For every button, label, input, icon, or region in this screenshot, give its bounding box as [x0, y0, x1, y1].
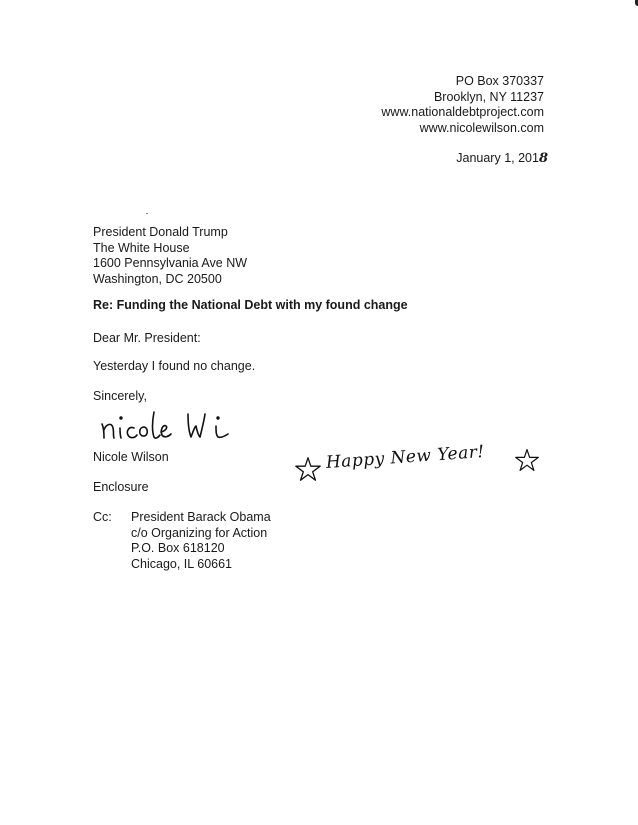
star-icon: [294, 455, 322, 483]
sender-website-link: www.nicolewilson.com: [419, 120, 544, 135]
recipient-line: President Donald Trump: [93, 225, 228, 239]
cc-line: President Barack Obama: [131, 510, 271, 524]
cc-line: Chicago, IL 60661: [131, 556, 233, 571]
handwritten-signature: [98, 404, 258, 446]
date-handwritten-digit: 8: [538, 151, 548, 166]
scan-speck: [146, 213, 148, 214]
cc-address: [131, 510, 271, 572]
subject-line: Re: Funding the National Debt with my found change: [93, 298, 408, 312]
handwritten-note-text: Happy New Year!: [325, 441, 486, 473]
handwritten-note: [292, 441, 544, 497]
sender-address: [381, 74, 544, 136]
letter-date: [456, 151, 548, 166]
star-icon: [514, 447, 540, 473]
closing: Sincerely,: [93, 389, 147, 403]
enclosure-note: Enclosure: [93, 480, 149, 494]
recipient-line: The White House: [93, 240, 190, 255]
sender-line: Brooklyn, NY 11237: [433, 89, 544, 104]
sender-line: PO Box 370337: [455, 74, 544, 88]
cc-line: P.O. Box 618120: [131, 541, 225, 555]
sender-website-link: www.nationaldebtproject.com: [381, 105, 544, 119]
recipient-line: 1600 Pennsylvania Ave NW: [93, 256, 248, 270]
recipient-address: [93, 225, 247, 287]
date-printed: January 1, 201: [456, 151, 539, 165]
cc-label: Cc:: [93, 510, 112, 524]
letter-body: Yesterday I found no change.: [93, 359, 256, 373]
salutation: Dear Mr. President:: [93, 331, 201, 345]
recipient-line: Washington, DC 20500: [93, 271, 222, 286]
signer-name: Nicole Wilson: [93, 450, 169, 464]
cc-line: c/o Organizing for Action: [131, 525, 268, 540]
